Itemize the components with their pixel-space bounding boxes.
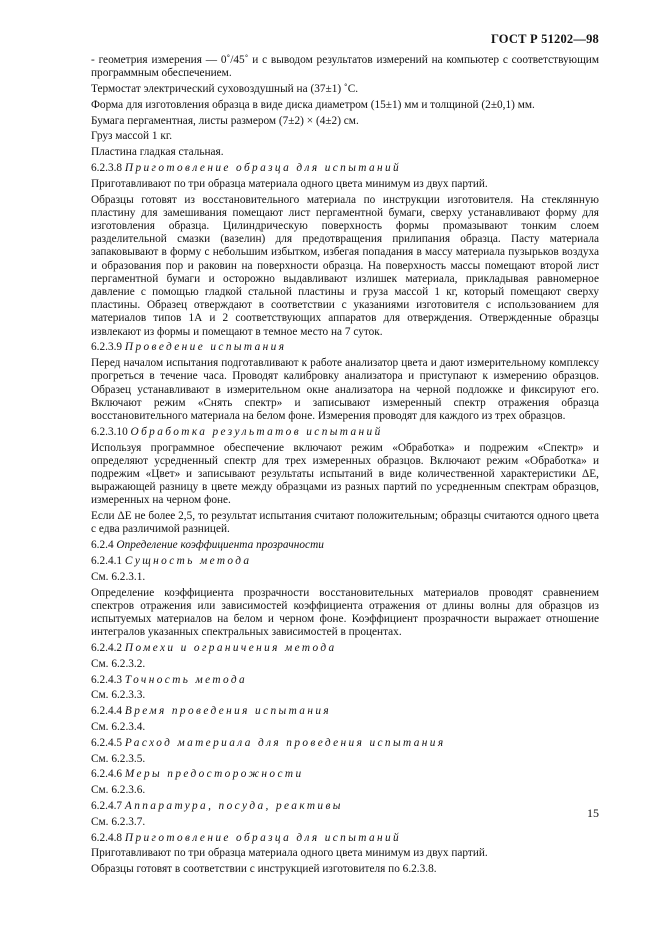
section-number: 6.2.4.5 <box>91 736 123 749</box>
section-heading-624 <box>91 539 599 552</box>
section-title: Сущность метода <box>124 555 252 568</box>
section-number: 6.2.3.9 <box>91 341 123 354</box>
section-title: Проведение испытания <box>124 341 287 354</box>
section-reference: См. 6.2.3.1. <box>91 570 146 583</box>
section-title: Определение коэффициента прозрачности <box>116 539 324 552</box>
section-reference: См. 6.2.3.4. <box>91 721 146 733</box>
section-number: 6.2.4.3 <box>91 673 123 686</box>
section-title: Обработка результатов испытаний <box>130 425 383 438</box>
section-heading-6245 <box>91 737 599 750</box>
section-title: Меры предосторожности <box>124 768 304 781</box>
section-title: Приготовление образца для испытаний <box>124 831 402 844</box>
section-heading-6239 <box>91 341 599 354</box>
section-title: Аппаратура, посуда, реактивы <box>124 799 343 812</box>
paragraph: Бумага пергаментная, листы размером (7±2) × (4±2) см. <box>91 114 359 127</box>
section-reference: См. 6.2.3.6. <box>91 784 146 797</box>
paragraph: Приготавливают по три образца материала одного цвета минимум из двух партий. <box>91 847 488 860</box>
page-number: 15 <box>587 806 599 820</box>
paragraph: Определение коэффициента прозрачности восстановительных материалов проводят сравнением спектров отражения или зависимостей коэффициента отражения от длины волны для образцов из испытуемых материалов на белом и черном фоне. Коэффициент прозрачности выражает отношение интегралов указанных спектральных зависимостей в процентах. <box>91 586 599 639</box>
section-number: 6.2.4.8 <box>91 831 123 844</box>
section-title: Помехи и ограничения метода <box>124 642 337 655</box>
paragraph: Перед началом испытания подготавливают к работе анализатор цвета и дают измерительному комплексу прогреться в течение часа. Проводят калибровку анализатора и приступают к измерению образцов. Образец устанавливают в измерительном окне анализатора на черной подложке и фиксируют его. Включают режим «Снять спектр» и записывают измеренный спектр отражения образца восстановительного материала на белом фоне. Измерения проводят для каждого из трех образцов. <box>91 357 599 423</box>
section-heading-6238 <box>91 162 599 175</box>
paragraph: Пластина гладкая стальная. <box>91 146 224 159</box>
section-number: 6.2.4.1 <box>91 555 123 568</box>
paragraph: Образцы готовят в соответствии с инструкцией изготовителя по 6.2.3.8. <box>91 863 437 876</box>
section-number: 6.2.4.4 <box>91 705 123 718</box>
page-body <box>91 54 599 879</box>
section-heading-6248 <box>91 832 599 845</box>
paragraph: Груз массой 1 кг. <box>91 130 173 143</box>
section-number: 6.2.4.7 <box>91 799 123 812</box>
section-number: 6.2.4 <box>91 539 114 552</box>
document-header: ГОСТ Р 51202—98 <box>490 32 599 46</box>
section-number: 6.2.4.6 <box>91 768 123 781</box>
paragraph: Термостат электрический суховоздушный на (37±1) ˚С. <box>91 83 359 95</box>
section-title: Расход материала для проведения испытания <box>124 736 446 749</box>
section-reference: См. 6.2.3.5. <box>91 752 146 765</box>
paragraph: Образцы готовят из восстановительного материала по инструкции изготовителя. На стеклянную пластину для замешивания помещают лист пергаментной бумаги, сверху устанавливают форму для изготовления образца. Цилиндрическую поверхность формы промазывают тонким слоем разделительной смазки (вазелин) для предотвращения прилипания образца. Пасту материала запаковывают в форму с небольшим избытком, избегая попадания в массу материала пузырьков воздуха и образования пор и раковин на поверхности образца. На поверхность массы помещают второй лист пергаментной бумаги и осторожно выдавливают излишек материала, прикладывая равномерное давление с помощью гладкой стальной пластины и груза массой 1 кг, который помещают сверху пластины. Образец отверждают в соответствии с указаниями изготовителя с использованием для материалов типов 1А и 2 соответствующих аппаратов для отверждения. Отвержденные образцы извлекают из формы и помещают в темное место на 7 суток. <box>91 193 599 338</box>
paragraph: Используя программное обеспечение включают режим «Обработка» и подрежим «Спектр» и определяют усредненный спектр для трех измеренных образцов. Включают режим «Обработка» и подрежим «Цвет» и записывают результаты испытаний в виде количественной характеристики ΔE, выражающей разницу в цвете между образцами из разных партий по усредненным спектрам образцов, измеренных на черном фоне. <box>91 441 599 507</box>
paragraph: Форма для изготовления образца в виде диска диаметром (15±1) мм и толщиной (2±0,1) мм. <box>91 98 535 111</box>
section-heading-6247 <box>91 800 599 813</box>
section-number: 6.2.3.10 <box>91 425 128 438</box>
section-reference: См. 6.2.3.7. <box>91 815 146 828</box>
section-title: Приготовление образца для испытаний <box>124 161 402 174</box>
section-heading-62310 <box>91 426 599 439</box>
section-heading-6244 <box>91 705 599 718</box>
paragraph: Если ΔE не более 2,5, то результат испытания считают положительным; образцы считаются одного цвета с едва различимой разницей. <box>91 510 599 536</box>
section-heading-6246 <box>91 768 599 781</box>
section-number: 6.2.4.2 <box>91 642 123 655</box>
paragraph: - геометрия измерения — 0˚/45˚ и с выводом результатов измерений на компьютер с соответствующим программным обеспечением. <box>91 54 599 80</box>
section-title: Точность метода <box>124 673 248 686</box>
section-reference: См. 6.2.3.2. <box>91 657 146 670</box>
section-reference: См. 6.2.3.3. <box>91 689 146 702</box>
paragraph: Приготавливают по три образца материала одного цвета минимум из двух партий. <box>91 177 488 190</box>
section-heading-6243 <box>91 674 599 687</box>
section-heading-6241 <box>91 555 599 568</box>
section-title: Время проведения испытания <box>124 705 332 718</box>
section-heading-6242 <box>91 642 599 655</box>
section-number: 6.2.3.8 <box>91 161 123 174</box>
